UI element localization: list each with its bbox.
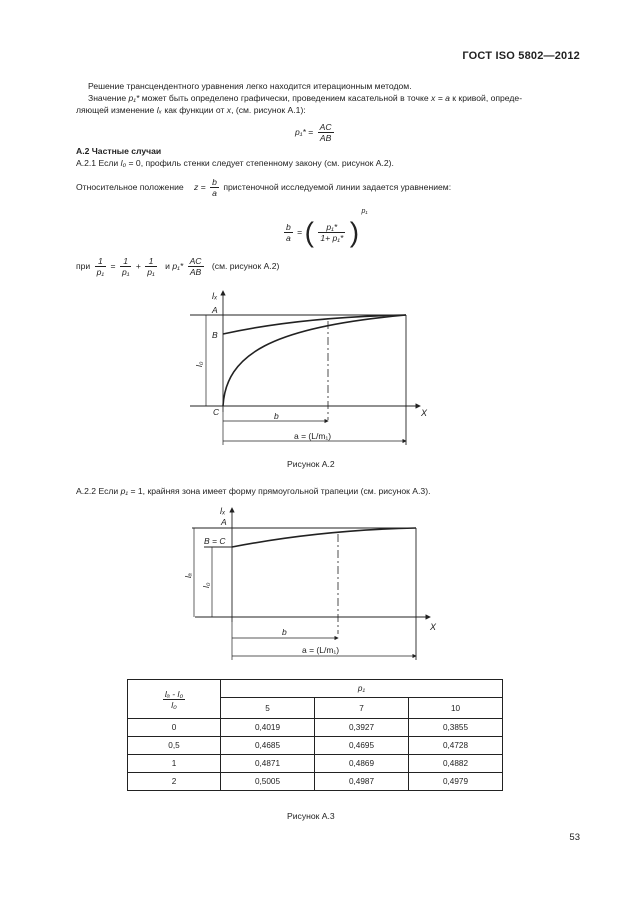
paragraph-a22: А.2.2 Если p₁ = 1, крайняя зона имеет форму прямоугольной трапеции (см. рисунок А.3).: [76, 486, 431, 496]
table-cell: 0,4685: [221, 737, 315, 755]
axis-x-label: X: [421, 408, 428, 418]
label-dim-a: a = (L/m₁): [294, 431, 332, 441]
table-cell: 0,4979: [409, 773, 503, 791]
intro-line-2: Значение p₁* может быть определено графически, проведением касательной в точке x = a к кривой, опреде-: [88, 93, 523, 103]
table-cell: 0,4871: [221, 755, 315, 773]
figure-a2: [180, 285, 440, 455]
label-a: A: [212, 305, 218, 315]
label-dim-b: b: [274, 411, 279, 421]
table-cell: 0,4019: [221, 719, 315, 737]
section-title-a2: А.2 Частные случаи: [76, 146, 162, 156]
paragraph-relative-position: Относительное положение z = $\frac{b}{a}$ пристеночной исследуемой линии задается уравнением:: [76, 177, 452, 198]
label-a: A: [221, 517, 227, 527]
label-b: B: [212, 330, 218, 340]
intro-paragraph: [88, 80, 583, 104]
formula-b-over-a: $\frac{b}{a}$ = ( $\frac{\text{p₁*}}{\text{1+ p₁*}}$ ) $^{p_1}$: [286, 208, 368, 248]
label-l0: l₀: [201, 582, 211, 588]
table-corner-header: $\frac{\text{lₐ - l₀}}{\text{l₀}}$: [128, 680, 221, 719]
label-bc: B = C: [204, 536, 226, 546]
axis-y-label: lₓ: [212, 291, 218, 301]
label-dim-a: a = (L/m₁): [302, 645, 340, 655]
table-row: [128, 755, 503, 773]
table-cell: 0,4695: [315, 737, 409, 755]
caption-figure-a3: Рисунок А.3: [287, 811, 335, 821]
label-la: lₐ: [183, 573, 193, 578]
table-row-label: 2: [128, 773, 221, 791]
table-cell: 0,4987: [315, 773, 409, 791]
caption-figure-a2: Рисунок А.2: [287, 459, 335, 469]
table-row: [128, 737, 503, 755]
axis-x-label: X: [430, 622, 437, 632]
table-column-header: 10: [409, 698, 503, 719]
table-column-header: 7: [315, 698, 409, 719]
curve-bc: [232, 528, 416, 547]
table-cell: 0,4869: [315, 755, 409, 773]
paragraph-a21: А.2.1 Если l₀ = 0, профиль стенки следует степенному закону (см. рисунок А.2).: [76, 158, 394, 168]
data-table: [127, 679, 503, 791]
table-cell: 0,3855: [409, 719, 503, 737]
intro-line-3: ляющей изменение lₓ как функции от x, (см. рисунок А.1):: [76, 105, 306, 115]
page-number: 53: [569, 832, 580, 843]
label-c: C: [213, 407, 220, 417]
table-cell: 0,5005: [221, 773, 315, 791]
table-cell: 0,3927: [315, 719, 409, 737]
figure-a3: [180, 500, 445, 665]
table-row-label: 0,5: [128, 737, 221, 755]
table-row: [128, 719, 503, 737]
formula-condition: при $\frac{1}{\text{p₁}}$ = $\frac{1}{\text{p₁}}$ + $\frac{1}{\text{p₁}}$ и p₁* $\frac{AC}{AB}$ (см. рисунок А.2): [76, 256, 280, 277]
table-group-header: p₁: [221, 680, 503, 698]
label-dim-b: b: [282, 627, 287, 637]
intro-line-1: Решение трансцендентного уравнения легко находится итерационным методом.: [88, 81, 412, 91]
table-row-label: 1: [128, 755, 221, 773]
axis-y-label: lₓ: [220, 506, 226, 516]
label-l0: l₀: [194, 361, 204, 367]
formula-p1-star: p₁* = $\frac{AC}{AB}$: [295, 122, 332, 143]
table-column-header: 5: [221, 698, 315, 719]
table-cell: 0,4882: [409, 755, 503, 773]
table-row: [128, 773, 503, 791]
symbol-p1-star: p₁*: [128, 93, 140, 103]
table-cell: 0,4728: [409, 737, 503, 755]
table-row-label: 0: [128, 719, 221, 737]
document-id: ГОСТ ISO 5802—2012: [462, 50, 580, 62]
